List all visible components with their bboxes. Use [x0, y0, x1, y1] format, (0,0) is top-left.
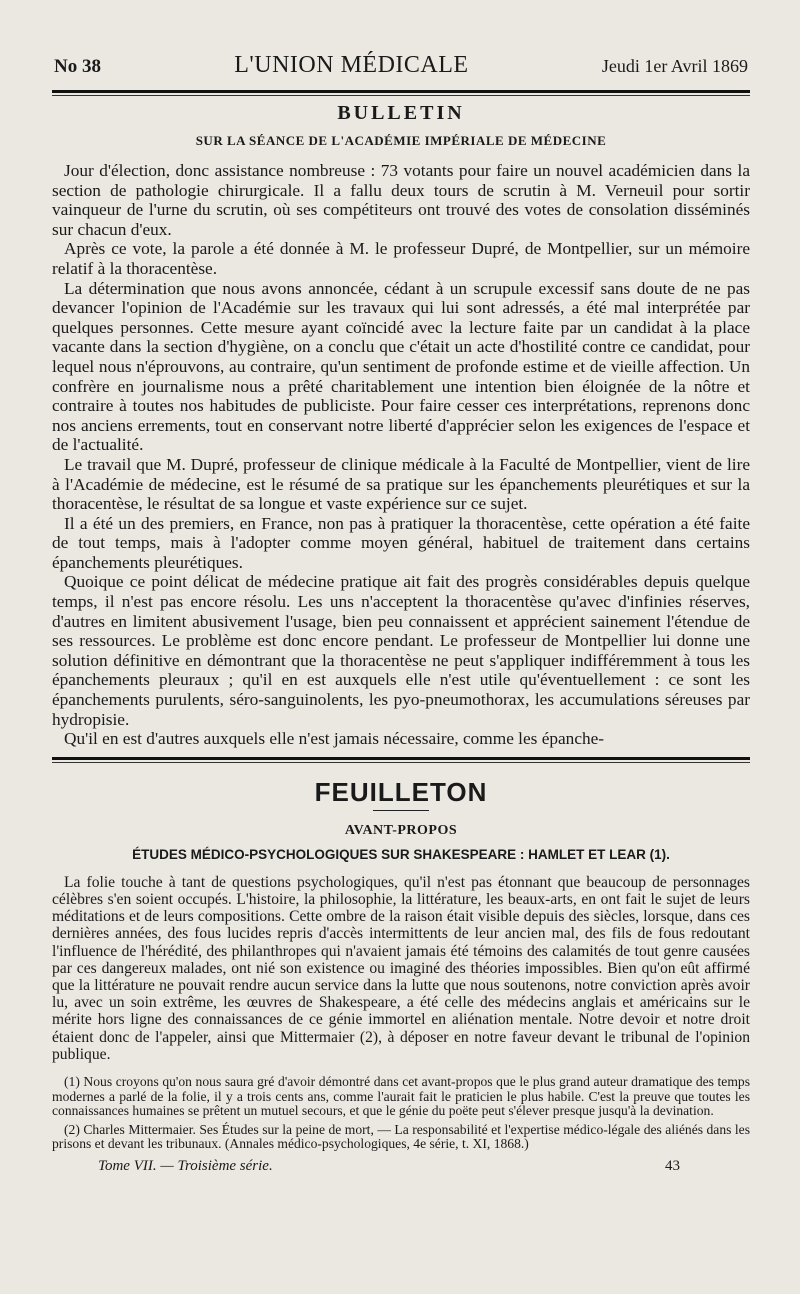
footnote: (2) Charles Mittermaier. Ses Études sur la peine de mort, — La responsabilité et l'expertise médico-légale des aliénés dans les prisons et devant les tribunaux. (Annales médico-psychologiques, 4e série, t. XI, 1868.) [52, 1121, 750, 1152]
footnotes [52, 1075, 750, 1152]
bulletin-paragraph: La détermination que nous avons annoncée, cédant à un scrupule excessif sans doute de ne pas devancer l'opinion de l'Académie sur les travaux qui lui sont adressés, a été mal interprétée par quelques personnes. Cette mesure ayant coïncidé avec la lecture faite par un candidat à la place vacante dans la section d'hygiène, on a conclu que c'était un acte d'hostilité contre ce candidat, pour lequel nous n'éprouvons, au contraire, qu'un sentiment de profonde estime et de vieille affection. Un confrère en journalisme nous a prêté charitablement une intention bien éloignée de la nôtre et contraire à toutes nos habitudes de publiciste. Pour faire cesser ces interprétations, reprenons donc nos anciens errements, tout en conservant notre liberté d'apprécier selon les exigences de l'espace et de l'actualité. [52, 278, 750, 455]
bulletin-title: BULLETIN [337, 102, 465, 124]
issue-date: Jeudi 1er Avril 1869 [601, 56, 748, 76]
feuilleton-paragraph: La folie touche à tant de questions psychologiques, qu'il n'est pas étonnant que beaucoup de personnages célèbres s'en soient occupés. L'histoire, la philosophie, la littérature, les beaux-arts, en ont fait le sujet de leurs méditations et de leurs compositions. Cette ombre de la raison était visible depuis des siècles, lorsque, dans ces dernières années, des fous lucides repris d'accès intermittents de leur ancien mal, des fils de fous redoutant l'influence de l'hérédité, des philanthropes qui n'avaient jamais été témoins des calamités de tout genre causées par ces dangereux malades, ont nié son existence ou imaginé des théories impossibles. Bien qu'on eût affirmé que la littérature ne pouvait rendre aucun service dans la lutte que nous soutenons, notre conviction après avoir lu, avec un soin extrême, les œuvres de Shakespeare, a été celle des médecins anglais et américains sur le mérite hors ligne des connaissances de ce génie immortel en aliénation mentale. Notre devoir et notre droit étaient donc de l'appeler, ainsi que Mittermaier (2), à déposer en notre faveur devant le tribunal de l'opinion publique. [52, 873, 750, 1063]
feuilleton-rule-thin [52, 762, 750, 763]
header-rule [52, 90, 750, 93]
issue-number: No 38 [54, 56, 101, 77]
feuilleton-rule [52, 757, 750, 760]
masthead [52, 52, 750, 80]
avant-propos-heading: AVANT-PROPOS [344, 822, 458, 838]
bulletin-paragraph: Après ce vote, la parole a été donnée à M. le professeur Dupré, de Montpellier, sur un mémoire relatif à la thoracentèse. [52, 239, 750, 278]
bulletin-subtitle: SUR LA SÉANCE DE L'ACADÉMIE IMPÉRIALE DE MÉDECINE [195, 133, 607, 148]
page-footer [52, 1158, 750, 1175]
bulletin-paragraph: Quoique ce point délicat de médecine pratique ait fait des progrès considérables depuis quelque temps, il n'est pas encore résolu. Les uns n'acceptent la thoracentèse qu'avec d'infinies réserves, d'autres en limitent abusivement l'usage, bien peu connaissent et apprécient sainement l'étendue de ses ressources. Le problème est donc encore pendant. Le professeur de Montpellier lui donne une solution définitive en démontrant que la thoracentèse ne peut s'appliquer indifféremment à tous les épanchements pleuraux ; qu'il en est auxquels elle n'est utile qu'éventuellement : ce sont les épanchements purulents, séro-sanguinolents, les pyo-pneumothorax, les accumulations séreuses par hydropisie. [52, 572, 750, 729]
feuilleton-title: FEUILLETON [314, 776, 488, 807]
feuilleton-divider [373, 810, 429, 811]
tome-label: Tome VII. — Troisième série. [98, 1157, 273, 1174]
feuilleton-body [52, 874, 750, 1063]
bulletin-paragraph: Il a été un des premiers, en France, non pas à pratiquer la thoracentèse, cette opération a été faite de tout temps, mais à l'adopter comme moyen général, habituel de traitement dans certains épanchements pleurétiques. [52, 513, 750, 572]
footnote: (1) Nous croyons qu'on nous saura gré d'avoir démontré dans cet avant-propos que le plus grand auteur dramatique des temps modernes a parlé de la folie, il y a trois cents ans, comme l'aurait fait le praticien le plus habile. C'est la preuve que toutes les connaissances humaines se prêtent un mutuel secours, et que le génie du poëte peut s'élever presque jusqu'à la devination. [52, 1074, 750, 1119]
bulletin-paragraph: Le travail que M. Dupré, professeur de clinique médicale à la Faculté de Montpellier, vient de lire à l'Académie de médecine, est le résumé de sa pratique sur les épanchements pleurétiques et sur la thoracentèse, le résultat de sa longue et vaste expérience sur ce sujet. [52, 454, 750, 514]
header-rule-thin [52, 95, 750, 96]
bulletin-paragraph: Jour d'élection, donc assistance nombreuse : 73 votants pour faire un nouvel académicien dans la section de pathologie chirurgicale. Il a fallu deux tours de scrutin à M. Verneuil pour sortir vainqueur de l'urne du scrutin, où ses compétiteurs ont trouvé des votes de consolation disséminés sur chacun d'eux. [52, 161, 750, 239]
journal-title: L'UNION MÉDICALE [234, 52, 469, 78]
bulletin-body [52, 161, 750, 749]
page-number: 43 [665, 1157, 680, 1174]
bulletin-paragraph: Qu'il en est d'autres auxquels elle n'est jamais nécessaire, comme les épanche- [64, 729, 605, 749]
etudes-heading: ÉTUDES MÉDICO-PSYCHOLOGIQUES SUR SHAKESPEARE : HAMLET ET LEAR (1). [132, 846, 670, 862]
